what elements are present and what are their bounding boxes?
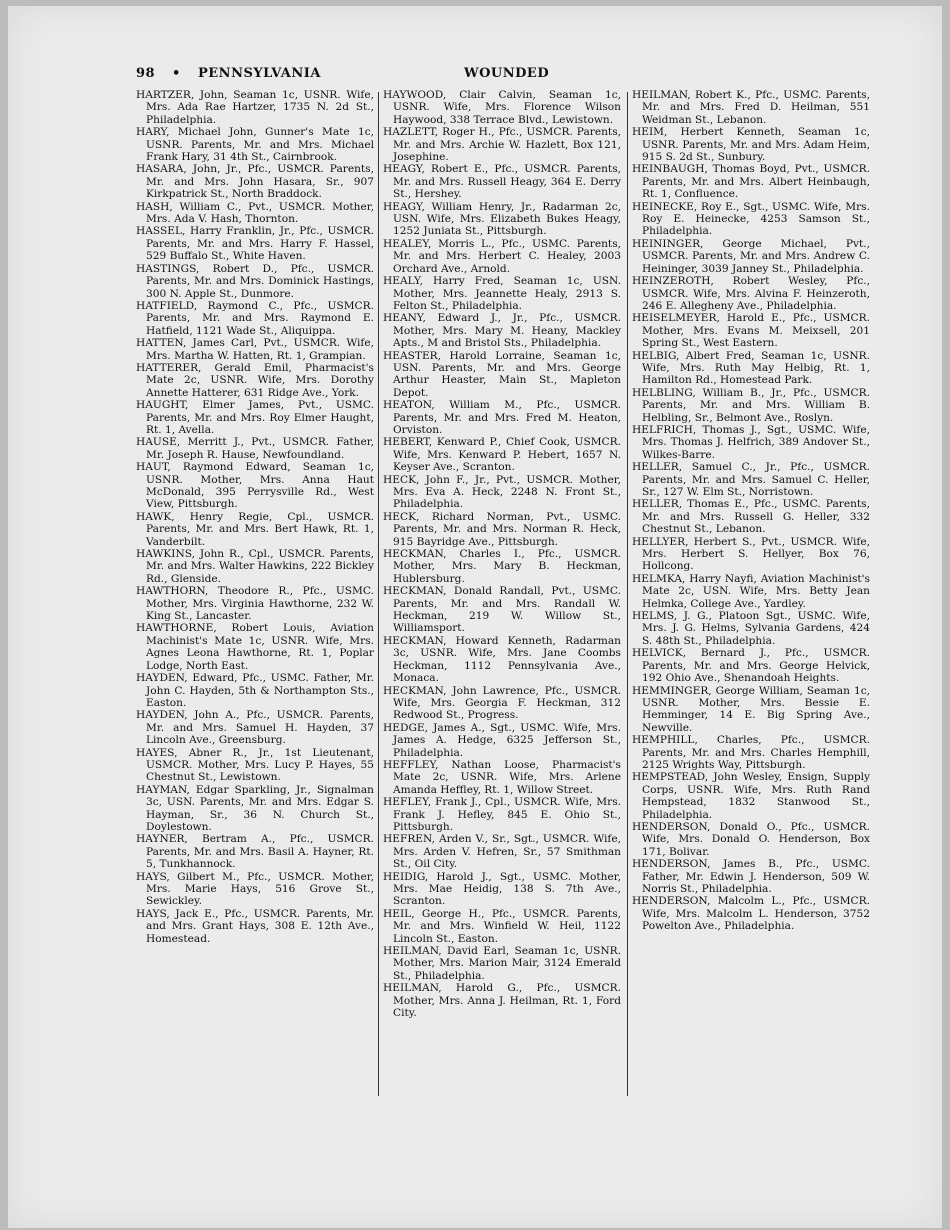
casualty-entry: HAYES, Abner R., Jr., 1st Lieutenant, USMCR. Mother, Mrs. Lucy P. Hayes, 55 Chestnut St., Lewistown. [136, 746, 374, 784]
casualty-entry: HEBERT, Kenward P., Chief Cook, USMCR. Wife, Mrs. Kenward P. Hebert, 1657 N. Keyser Ave., Scranton. [383, 436, 621, 474]
page-header [136, 66, 872, 84]
casualty-entry: HELMS, J. G., Platoon Sgt., USMC. Wife, Mrs. J. G. Helms, Sylvania Gardens, 424 S. 48th St., Philadelphia. [632, 610, 870, 647]
header-bullet: • [172, 66, 181, 81]
casualty-entry: HATFIELD, Raymond C., Pfc., USMCR. Parents, Mr. and Mrs. Raymond E. Hatfield, 1121 Wade St., Aliquippa. [136, 299, 374, 337]
casualty-entry: HAYNER, Bertram A., Pfc., USMCR. Parents, Mr. and Mrs. Basil A. Hayner, Rt. 5, Tunkhannock. [136, 833, 374, 871]
casualty-entry: HASTINGS, Robert D., Pfc., USMCR. Parents, Mr. and Mrs. Dominick Hastings, 300 N. Apple St., Dunmore. [136, 262, 374, 300]
page-number: 98 [136, 66, 156, 81]
casualty-entry: HAYS, Gilbert M., Pfc., USMCR. Mother, Mrs. Marie Hays, 516 Grove St., Sewickley. [136, 870, 374, 908]
casualty-entry: HECK, Richard Norman, Pvt., USMC. Parents, Mr. and Mrs. Norman R. Heck, 915 Bayridge Ave., Pittsburgh. [383, 510, 621, 548]
casualty-entry: HEINBAUGH, Thomas Boyd, Pvt., USMCR. Parents, Mr. and Mrs. Albert Heinbaugh, Rt. 1, Confluence. [632, 163, 870, 201]
casualty-entry: HEILMAN, David Earl, Seaman 1c, USNR. Mother, Mrs. Marion Mair, 3124 Emerald St., Philadelphia. [383, 945, 621, 982]
casualty-entry: HAYS, Jack E., Pfc., USMCR. Parents, Mr. and Mrs. Grant Hays, 308 E. 12th Ave., Homestead. [136, 907, 374, 945]
casualty-entry: HAUSE, Merritt J., Pvt., USMCR. Father, Mr. Joseph R. Hause, Newfoundland. [136, 436, 374, 461]
casualty-entry: HARTZER, John, Seaman 1c, USNR. Wife, Mrs. Ada Rae Hartzer, 1735 N. 2d St., Philadelphia. [136, 89, 374, 126]
casualty-entry: HEMMINGER, George William, Seaman 1c, USNR. Mother, Mrs. Bessie E. Hemminger, 14 E. Big Spring Ave., Newville. [632, 684, 870, 734]
casualty-entry: HELFRICH, Thomas J., Sgt., USMC. Wife, Mrs. Thomas J. Helfrich, 389 Andover St., Wilkes-Barre. [632, 423, 870, 461]
casualty-entry: HEAGY, Robert E., Pfc., USMCR. Parents, Mr. and Mrs. Russell Heagy, 364 E. Derry St., Hershey. [383, 163, 621, 201]
casualty-entry: HATTERER, Gerald Emil, Pharmacist's Mate 2c, USNR. Wife, Mrs. Dorothy Annette Hatterer, 631 Ridge Ave., York. [136, 361, 374, 399]
casualty-entry: HAUGHT, Elmer James, Pvt., USMC. Parents, Mr. and Mrs. Roy Elmer Haught, Rt. 1, Avella. [136, 399, 374, 436]
casualty-entry: HECKMAN, John Lawrence, Pfc., USMCR. Wife, Mrs. Georgia F. Heckman, 312 Redwood St., Progress. [383, 684, 621, 722]
casualty-entry: HENDERSON, James B., Pfc., USMC. Father, Mr. Edwin J. Henderson, 509 W. Norris St., Philadelphia. [632, 858, 870, 895]
casualty-entry: HATTEN, James Carl, Pvt., USMCR. Wife, Mrs. Martha W. Hatten, Rt. 1, Grampian. [136, 337, 374, 362]
casualty-entry: HASH, William C., Pvt., USMCR. Mother, Mrs. Ada V. Hash, Thornton. [136, 200, 374, 226]
casualty-entry: HAYDEN, John A., Pfc., USMCR. Parents, Mr. and Mrs. Samuel H. Hayden, 37 Lincoln Ave., Greensburg. [136, 709, 374, 747]
casualty-entry: HENDERSON, Donald O., Pfc., USMCR. Wife, Mrs. Donald O. Henderson, Box 171, Bolivar. [632, 820, 870, 858]
column-2 [383, 89, 621, 1109]
casualty-entry: HEANY, Edward J., Jr., Pfc., USMCR. Mother, Mrs. Mary M. Heany, Mackley Apts., M and Bristol Sts., Philadelphia. [383, 312, 621, 350]
casualty-entry: HELVICK, Bernard J., Pfc., USMCR. Parents, Mr. and Mrs. George Helvick, 192 Ohio Ave., Shenandoah Heights. [632, 647, 870, 685]
casualty-entry: HEILMAN, Robert K., Pfc., USMC. Parents, Mr. and Mrs. Fred D. Heilman, 551 Weidman St., Lebanon. [632, 89, 870, 126]
casualty-entry: HEATON, William M., Pfc., USMCR. Parents, Mr. and Mrs. Fred M. Heaton, Orviston. [383, 399, 621, 436]
casualty-entry: HEFREN, Arden V., Sr., Sgt., USMCR. Wife, Mrs. Arden V. Hefren, Sr., 57 Smithman St., Oil City. [383, 833, 621, 871]
casualty-entry: HEIL, George H., Pfc., USMCR. Parents, Mr. and Mrs. Winfield W. Heil, 1122 Lincoln St., Easton. [383, 907, 621, 945]
casualty-entry: HAYDEN, Edward, Pfc., USMC. Father, Mr. John C. Hayden, 5th & Northampton Sts., Easton. [136, 672, 374, 709]
casualty-entry: HEMPHILL, Charles, Pfc., USMCR. Parents, Mr. and Mrs. Charles Hemphill, 2125 Wrights Way, Pittsburgh. [632, 734, 870, 771]
column-1 [136, 89, 374, 1109]
document-page [8, 6, 942, 1228]
casualty-entry: HELLYER, Herbert S., Pvt., USMCR. Wife, Mrs. Herbert S. Hellyer, Box 76, Hollcong. [632, 535, 870, 573]
casualty-entry: HECKMAN, Charles I., Pfc., USMCR. Mother, Mrs. Mary B. Heckman, Hublersburg. [383, 548, 621, 585]
casualty-entry: HECKMAN, Howard Kenneth, Radarman 3c, USNR. Wife, Mrs. Jane Coombs Heckman, 1112 Pennsylvania Ave., Monaca. [383, 634, 621, 685]
state-title: PENNSYLVANIA [198, 66, 321, 81]
casualty-entry: HENDERSON, Malcolm L., Pfc., USMCR. Wife, Mrs. Malcolm L. Henderson, 3752 Powelton Ave., Philadelphia. [632, 895, 870, 933]
casualty-entry: HECK, John F., Jr., Pvt., USMCR. Mother, Mrs. Eva A. Heck, 2248 N. Front St., Philadelphia. [383, 473, 621, 511]
casualty-entry: HEAGY, William Henry, Jr., Radarman 2c, USN. Wife, Mrs. Elizabeth Bukes Heagy, 1252 Juniata St., Pittsburgh. [383, 200, 621, 238]
casualty-entry: HAYWOOD, Clair Calvin, Seaman 1c, USNR. Wife, Mrs. Florence Wilson Haywood, 338 Terrace Blvd., Lewistown. [383, 89, 621, 126]
casualty-entry: HECKMAN, Donald Randall, Pvt., USMC. Parents, Mr. and Mrs. Randall W. Heckman, 219 W. Willow St., Williamsport. [383, 585, 621, 635]
casualty-entry: HEILMAN, Harold G., Pfc., USMCR. Mother, Mrs. Anna J. Heilman, Rt. 1, Ford City. [383, 982, 621, 1020]
casualty-entry: HAUT, Raymond Edward, Seaman 1c, USNR. Mother, Mrs. Anna Haut McDonald, 395 Perrysville Rd., West View, Pittsburgh. [136, 461, 374, 511]
casualty-entry: HAZLETT, Roger H., Pfc., USMCR. Parents, Mr. and Mrs. Archie W. Hazlett, Box 121, Josephine. [383, 126, 621, 164]
casualty-entry: HEIDIG, Harold J., Sgt., USMC. Mother, Mrs. Mae Heidig, 138 S. 7th Ave., Scranton. [383, 870, 621, 908]
casualty-entry: HAWK, Henry Regie, Cpl., USMCR. Parents, Mr. and Mrs. Bert Hawk, Rt. 1, Vanderbilt. [136, 510, 374, 548]
casualty-entry: HELMKA, Harry Nayfi, Aviation Machinist's Mate 2c, USN. Wife, Mrs. Betty Jean Helmka, College Ave., Yardley. [632, 572, 870, 610]
section-title: WOUNDED [464, 66, 550, 81]
casualty-entry: HAWTHORNE, Robert Louis, Aviation Machinist's Mate 1c, USNR. Wife, Mrs. Agnes Leona Hawthorne, Rt. 1, Poplar Lodge, North East. [136, 622, 374, 672]
casualty-entry: HEINZEROTH, Robert Wesley, Pfc., USMCR. Wife, Mrs. Alvina F. Heinzeroth, 246 E. Allegheny Ave., Philadelphia. [632, 275, 870, 312]
casualty-entry: HELBIG, Albert Fred, Seaman 1c, USNR. Wife, Mrs. Ruth May Helbig, Rt. 1, Hamilton Rd., Homestead Park. [632, 349, 870, 387]
casualty-entry: HASARA, John, Jr., Pfc., USMCR. Parents, Mr. and Mrs. John Hasara, Sr., 907 Kirkpatrick St., North Braddock. [136, 163, 374, 201]
casualty-entry: HEISELMEYER, Harold E., Pfc., USMCR. Mother, Mrs. Evans M. Meixsell, 201 Spring St., West Eastern. [632, 312, 870, 350]
casualty-entry: HELLER, Samuel C., Jr., Pfc., USMCR. Parents, Mr. and Mrs. Samuel C. Heller, Sr., 127 W. Elm St., Norristown. [632, 461, 870, 498]
casualty-entry: HAWKINS, John R., Cpl., USMCR. Parents, Mr. and Mrs. Walter Hawkins, 222 Bickley Rd., Glenside. [136, 548, 374, 585]
casualty-entry: HEMPSTEAD, John Wesley, Ensign, Supply Corps, USNR. Wife, Mrs. Ruth Rand Hempstead, 1832 Stanwood St., Philadelphia. [632, 771, 870, 821]
casualty-entry: HAYMAN, Edgar Sparkling, Jr., Signalman 3c, USN. Parents, Mr. and Mrs. Edgar S. Hayman, Sr., 36 N. Church St., Doylestown. [136, 783, 374, 833]
casualty-entry: HELLER, Thomas E., Pfc., USMC. Parents, Mr. and Mrs. Russell G. Heller, 332 Chestnut St., Lebanon. [632, 498, 870, 536]
casualty-entry: HEASTER, Harold Lorraine, Seaman 1c, USN. Parents, Mr. and Mrs. George Arthur Heaster, Main St., Mapleton Depot. [383, 349, 621, 399]
column-3 [632, 89, 870, 1109]
casualty-entry: HELBLING, William B., Jr., Pfc., USMCR. Parents, Mr. and Mrs. William B. Helbling, Sr., Belmont Ave., Roslyn. [632, 386, 870, 424]
casualty-entry: HEFLEY, Frank J., Cpl., USMCR. Wife, Mrs. Frank J. Hefley, 845 E. Ohio St., Pittsburgh. [383, 796, 621, 833]
casualty-entry: HAWTHORN, Theodore R., Pfc., USMC. Mother, Mrs. Virginia Hawthorne, 232 W. King St., Lancaster. [136, 585, 374, 623]
casualty-entry: HARY, Michael John, Gunner's Mate 1c, USNR. Parents, Mr. and Mrs. Michael Frank Hary, 31 4th St., Cairnbrook. [136, 126, 374, 164]
casualty-entry: HEINECKE, Roy E., Sgt., USMC. Wife, Mrs. Roy E. Heinecke, 4253 Samson St., Philadelphia. [632, 200, 870, 238]
column-divider [378, 92, 379, 1096]
column-divider [627, 92, 628, 1096]
casualty-entry: HEIM, Herbert Kenneth, Seaman 1c, USNR. Parents, Mr. and Mrs. Adam Heim, 915 S. 2d St., Sunbury. [632, 126, 870, 164]
casualty-entry: HEFFLEY, Nathan Loose, Pharmacist's Mate 2c, USNR. Wife, Mrs. Arlene Amanda Heffley, Rt. 1, Willow Street. [383, 758, 621, 796]
casualty-entry: HEDGE, James A., Sgt., USMC. Wife, Mrs. James A. Hedge, 6325 Jefferson St., Philadelphia. [383, 721, 621, 759]
casualty-entry: HASSEL, Harry Franklin, Jr., Pfc., USMCR. Parents, Mr. and Mrs. Harry F. Hassel, 529 Buffalo St., White Haven. [136, 225, 374, 263]
casualty-entry: HEININGER, George Michael, Pvt., USMCR. Parents, Mr. and Mrs. Andrew C. Heininger, 3039 Janney St., Philadelphia. [632, 237, 870, 275]
casualty-entry: HEALY, Harry Fred, Seaman 1c, USN. Mother, Mrs. Jeannette Healy, 2913 S. Felton St., Philadelphia. [383, 275, 621, 312]
casualty-entry: HEALEY, Morris L., Pfc., USMC. Parents, Mr. and Mrs. Herbert C. Healey, 2003 Orchard Ave., Arnold. [383, 237, 621, 275]
